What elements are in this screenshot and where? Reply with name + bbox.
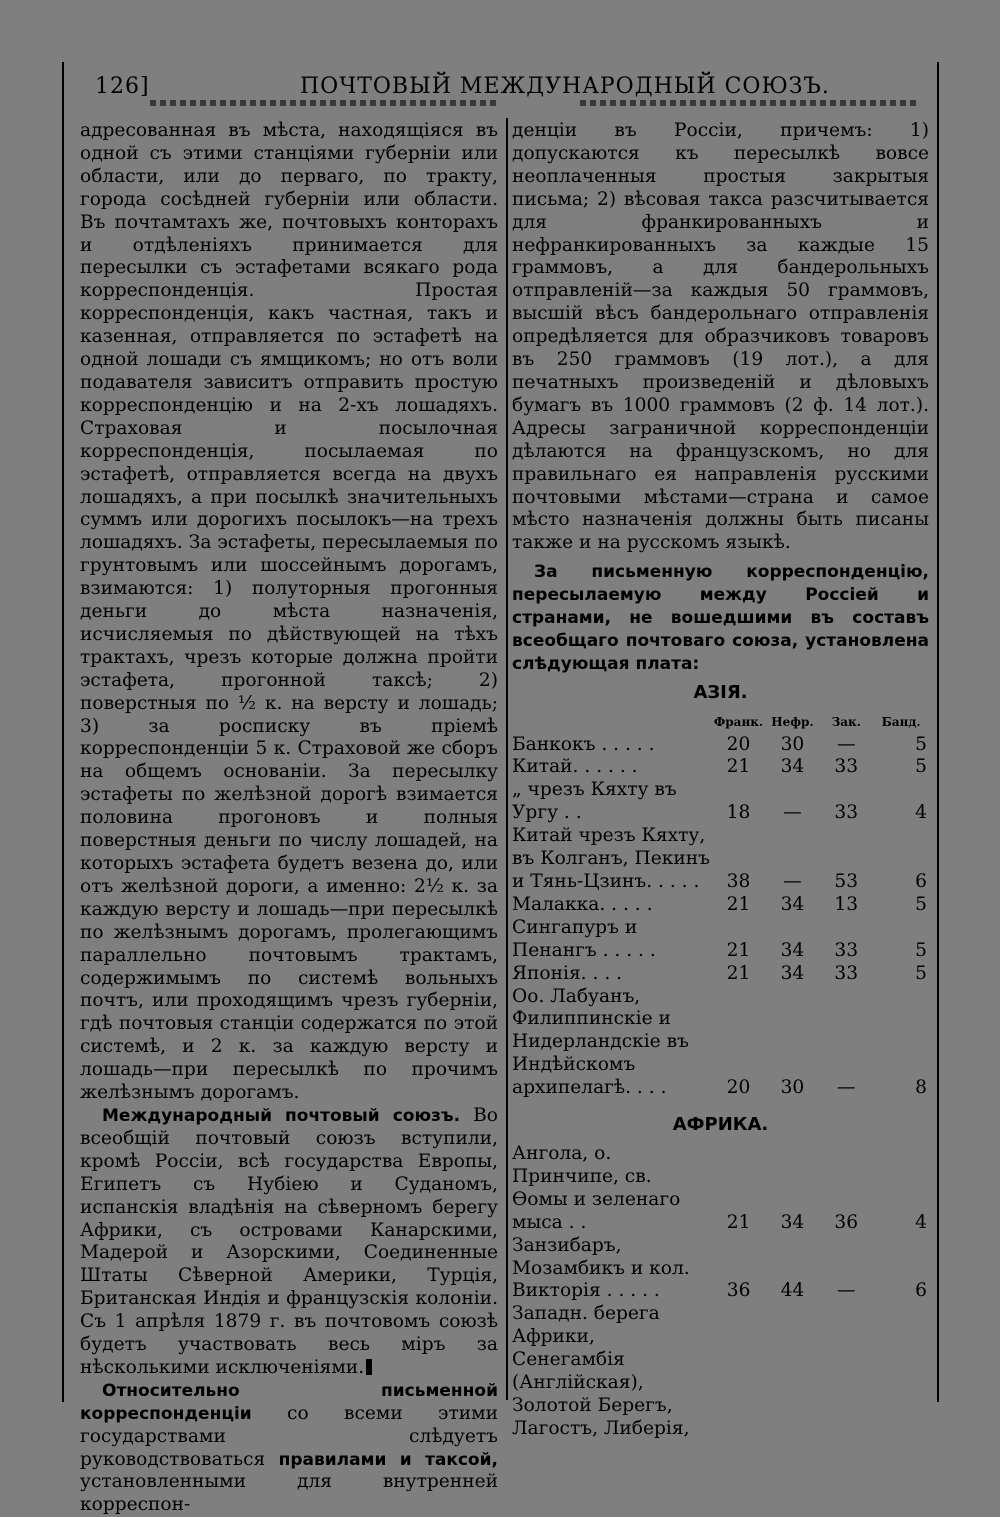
table-row bbox=[512, 825, 929, 894]
table-row bbox=[512, 1303, 929, 1440]
table-row bbox=[512, 779, 929, 825]
rate-value: 20 bbox=[726, 1077, 751, 1099]
destination-name: Китай. . . . . . bbox=[512, 756, 638, 778]
rate-value: 33 bbox=[834, 756, 859, 778]
table-row bbox=[512, 1143, 929, 1235]
left-paragraph-1: адресованная въ мѣста, находящіяся въ одной съ этими станціями губерніи или области, или до перваго, по тракту, города сосѣдней губерніи или области. Въ почтамтахъ же, почтовыхъ конторахъ и отдѣленіяхъ принимается для пересылки съ эстафетами всякаго рода корреспонденція. Простая корреспонденція, какъ частная, такъ и казенная, отправляется по эстафетѣ на одной лошади съ ямщикомъ; но отъ воли подавателя зависитъ отправить простую корреспонденцію и на 2-хъ лошадяхъ. Страховая и посылочная корреспонденція, посылаемая по эстафетѣ, отправляется всегда на двухъ лошадяхъ, а при посылкѣ значительныхъ суммъ или дорогихъ посылокъ—на трехъ лошадяхъ. За эстафеты, пересылаемыя по грунтовымъ или шоссейнымъ дорогамъ, взимаются: 1) полуторныя прогонныя деньги до мѣста назначенія, исчисляемыя по дѣйствующей на тѣхъ трактахъ, чрезъ которые должна пройти эстафета, прогонной таксѣ; 2) поверстныя по ½ к. на версту и лошадь; 3) за росписку въ пріемѣ корреспонденціи 5 к. Страховой же сборъ на общемъ основаніи. За пересылку эстафеты по желѣзной дорогѣ взимается половина прогоновъ и полныя поверстныя деньги по числу лошадей, на которыхъ эстафета будетъ везена до, или отъ желѣзной дороги, а именно: 2½ к. за каждую версту и лошадь—при пересылкѣ по желѣзнымъ дорогамъ, пролегающимъ параллельно почтовымъ трактамъ, содержимымъ по системѣ вольныхъ почтъ, или проходящимъ чрезъ губерніи, гдѣ почтовыя станціи содержатся по этой системѣ, и 2 к. за каждую версту и лошадь—при пересылкѣ по прочимъ желѣзнымъ дорогамъ. bbox=[80, 120, 498, 1104]
page-number: 126] bbox=[95, 74, 150, 99]
column-divider bbox=[506, 118, 508, 1400]
destination-name: Японія. . . . bbox=[512, 962, 623, 984]
left-column bbox=[80, 120, 498, 1517]
asia-section-title: АЗІЯ. bbox=[693, 681, 748, 703]
destination-name: Банкокъ . . . . . bbox=[512, 733, 655, 755]
rate-value: 34 bbox=[780, 1211, 805, 1233]
rate-value: 5 bbox=[915, 893, 927, 915]
rate-value: — bbox=[783, 802, 802, 824]
right-border-line bbox=[937, 62, 939, 1402]
left-paragraph-3 bbox=[80, 1380, 498, 1517]
rate-value: 21 bbox=[726, 962, 751, 984]
left-paragraph-3-text: со всеми этими государствами слѣдуетъ руководствоваться bbox=[80, 1402, 498, 1470]
rate-value: 5 bbox=[915, 962, 927, 984]
rate-value: 44 bbox=[780, 1280, 805, 1302]
left-border-line bbox=[62, 62, 64, 1402]
rate-value: 4 bbox=[915, 802, 927, 824]
rate-value: 8 bbox=[915, 1077, 927, 1099]
destination-name: Ангола, о. Принчипе, св. Ѳомы и зеленаго мыса . . bbox=[512, 1142, 681, 1233]
blank-header bbox=[512, 711, 712, 734]
running-title: ПОЧТОВЫЙ МЕЖДУНАРОДНЫЙ СОЮЗЪ. bbox=[300, 74, 830, 99]
rate-value: 4 bbox=[915, 1211, 927, 1233]
table-row bbox=[512, 917, 929, 963]
rate-value: 13 bbox=[834, 893, 859, 915]
rate-value: 36 bbox=[834, 1211, 859, 1233]
rate-value: — bbox=[836, 1280, 856, 1302]
rate-value: 21 bbox=[726, 756, 751, 778]
destination-name: Малакка. . . . . bbox=[512, 893, 653, 915]
rate-value: 53 bbox=[834, 871, 859, 892]
col-header-registered: Зак. bbox=[831, 714, 861, 729]
asia-rates-table bbox=[512, 711, 929, 1100]
left-paragraph-3-text-2: установленными bbox=[80, 1471, 247, 1493]
tariff-intro: За письменную корреспонденцію, пересылаемую между Россіей и странами, не вошедшими въ составъ всеобщаго почтоваго союза, установлена слѣдующая плата: bbox=[512, 562, 929, 674]
rate-value: 33 bbox=[834, 939, 859, 961]
africa-section-title: АФРИКА. bbox=[672, 1114, 769, 1136]
destination-name: Китай чрезъ Кяхту, въ Колганъ, Пекинъ и Тянь-Цзинъ. . . . . bbox=[512, 825, 710, 892]
rate-value: 6 bbox=[915, 1280, 927, 1302]
rate-value: 30 bbox=[780, 733, 805, 755]
table-row bbox=[512, 986, 929, 1101]
destination-name: Западн. берега Африки, Сенегамбія (Англійская), Золотой Берегъ, Лагостъ, Либерія, bbox=[512, 1303, 690, 1439]
destination-name: Занзибаръ, Мозамбикъ и кол. Викторія . . . . . bbox=[512, 1234, 690, 1302]
table-row bbox=[512, 894, 929, 917]
rate-value bbox=[766, 1303, 820, 1440]
rate-value: 6 bbox=[915, 871, 927, 892]
rate-value: — bbox=[783, 871, 802, 892]
rate-value: 21 bbox=[726, 1211, 751, 1233]
destination-name: Оо. Лабуанъ, Филиппинскіе и Нидерландскіе въ Индѣйскомъ архипелагѣ. . . . bbox=[512, 985, 689, 1099]
section-heading-correspondence: Относительно письменной корреспонденціи bbox=[80, 1380, 498, 1424]
right-paragraph-2 bbox=[512, 561, 929, 676]
rate-value: 20 bbox=[726, 733, 751, 755]
col-header-franked: Франк. bbox=[713, 714, 764, 729]
table-row bbox=[512, 1235, 929, 1304]
rate-value: 5 bbox=[915, 733, 927, 755]
rate-value bbox=[873, 1303, 929, 1440]
table-row bbox=[512, 734, 929, 757]
rate-value: 34 bbox=[780, 756, 805, 778]
rate-value: 18 bbox=[726, 802, 751, 824]
left-paragraph-2 bbox=[80, 1105, 498, 1380]
rate-value: 21 bbox=[726, 893, 751, 915]
rate-value: 34 bbox=[780, 939, 805, 961]
section-mark-icon bbox=[366, 1359, 372, 1375]
rate-value: 33 bbox=[834, 802, 859, 824]
table-row bbox=[512, 963, 929, 986]
rate-value: — bbox=[836, 733, 856, 755]
col-header-printed: Банд. bbox=[881, 714, 921, 729]
header-rule-right bbox=[580, 100, 920, 106]
rate-value bbox=[712, 1303, 766, 1440]
rate-value: 33 bbox=[834, 962, 859, 984]
rate-value: 36 bbox=[726, 1280, 751, 1302]
rates-header-row bbox=[512, 711, 929, 734]
rate-value: 21 bbox=[726, 939, 751, 961]
rate-value: — bbox=[836, 1077, 856, 1099]
header-rule-left bbox=[150, 100, 500, 106]
destination-name: Сингапуръ и Пенангъ . . . . . bbox=[512, 916, 656, 961]
left-paragraph-3-bold: правилами и таксой, bbox=[278, 1449, 498, 1470]
right-column bbox=[512, 120, 929, 1441]
rate-value: 30 bbox=[780, 1077, 805, 1099]
table-row bbox=[512, 756, 929, 779]
section-heading-union: Международный почтовый союзъ. bbox=[102, 1105, 461, 1126]
right-paragraph-1: денціи въ Россіи, причемъ: 1) допускаются къ пересылкѣ вовсе неоплаченныя простыя закрытыя письма; 2) вѣсовая такса разсчитывается для франкированныхъ и нефранкированныхъ за каждые 15 граммовъ, а для бандерольныхъ отправленій—за каждыя 50 граммовъ, высшій вѣсъ бандерольнаго отправленія опредѣляется для образчиковъ товаровъ въ 250 граммовъ (19 лот.), а для печатныхъ произведеній и дѣловыхъ бумагъ въ 1000 граммовъ (2 ф. 14 лот.). Адресы заграничной корреспонденціи дѣлаются на французскомъ, но для правильнаго ея направленія русскими почтовыми мѣстами—страна и самое мѣсто назначенія должны быть писаны также и на русскомъ языкѣ. bbox=[512, 120, 929, 554]
left-paragraph-3-text-3: для внутренней корреспон- bbox=[80, 1471, 498, 1516]
africa-rates-table bbox=[512, 1143, 929, 1441]
rate-value: 5 bbox=[915, 939, 927, 961]
rate-value: 34 bbox=[780, 962, 805, 984]
rate-value: 38 bbox=[726, 871, 751, 892]
col-header-unfranked: Нефр. bbox=[771, 714, 814, 729]
rate-value bbox=[819, 1303, 873, 1440]
rate-value: 34 bbox=[780, 893, 805, 915]
rate-value: 5 bbox=[915, 756, 927, 778]
left-paragraph-2-text: Во всеобщій почтовый союзъ вступили, кромѣ Россіи, всѣ государства Европы, Египетъ съ Нубіею и Суданомъ, испанскія владѣнія на сѣверномъ берегу Африки, съ островами Канарскими, Мадерой и Азорскими, Соединенные Штаты Сѣверной Америки, Турція, Британская Индія и французскія колоніи. Съ 1 апрѣля 1879 г. въ почтовомъ союзѣ будетъ участвовать весь міръ за нѣсколькими исключеніями. bbox=[80, 1104, 498, 1378]
destination-name: „ чрезъ Кяхту въ Ургу . . bbox=[512, 779, 677, 824]
